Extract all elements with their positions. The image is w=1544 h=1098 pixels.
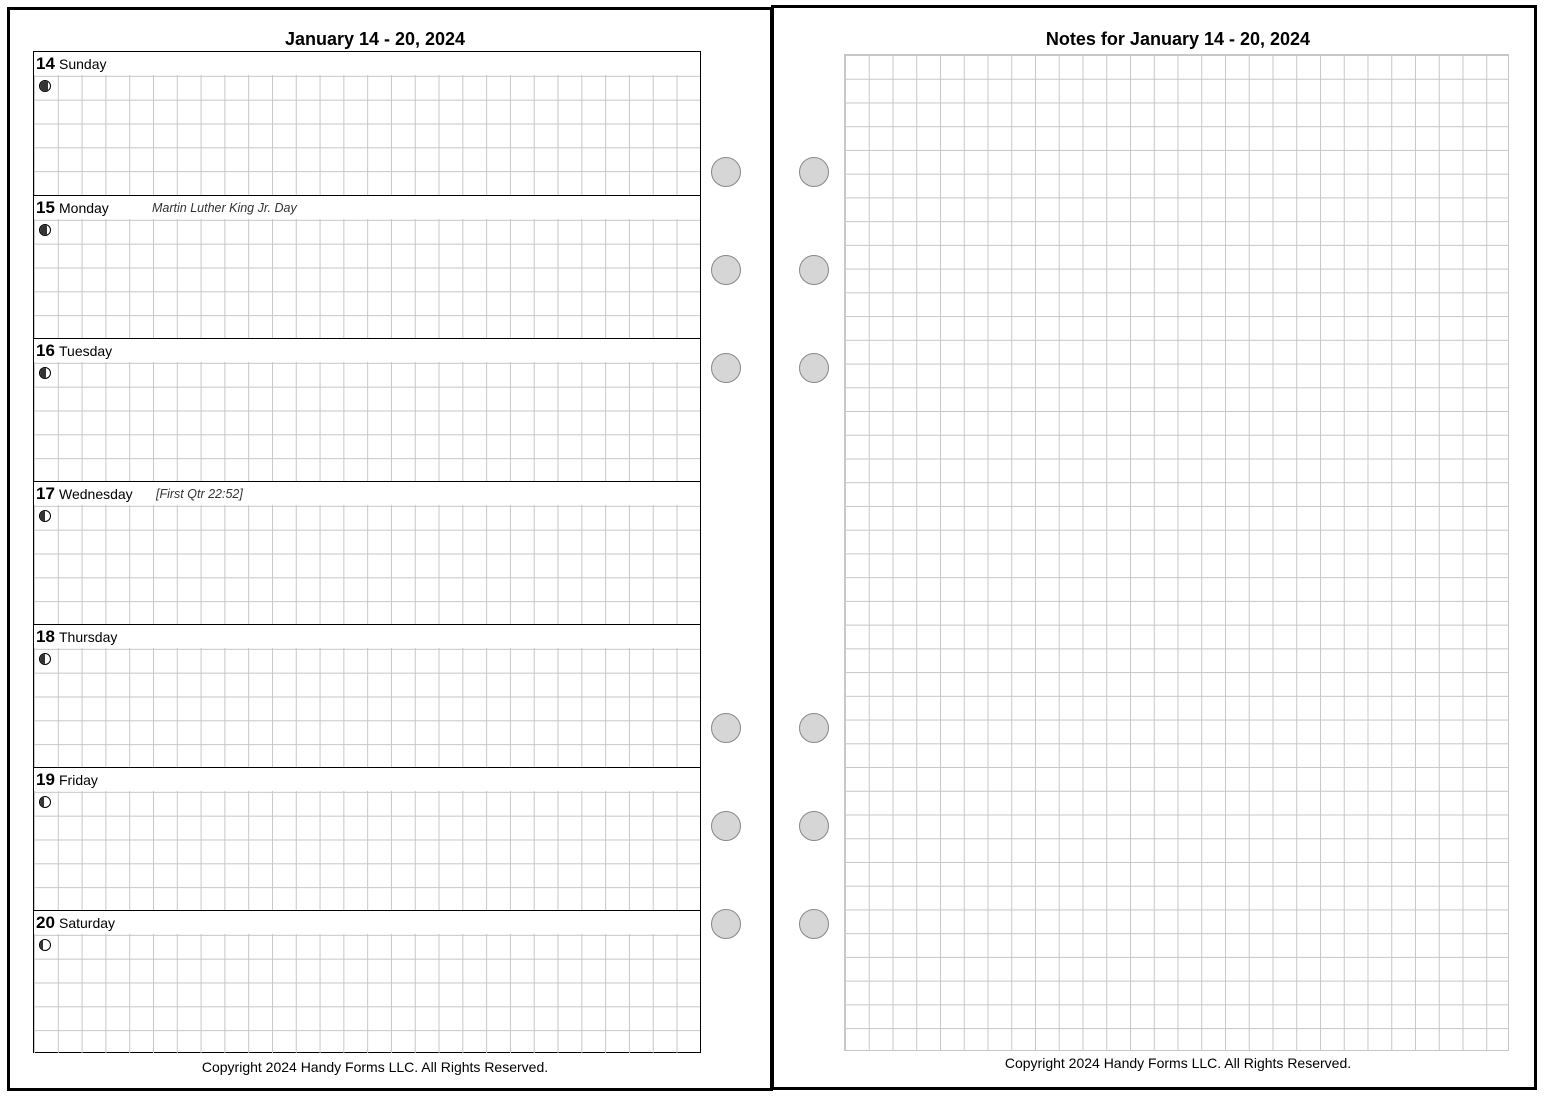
binder-hole-icon (711, 353, 741, 383)
moon-phase-icon (39, 653, 51, 665)
day-block-wednesday (34, 481, 700, 624)
page-title: Notes for January 14 - 20, 2024 (1045, 29, 1311, 49)
day-number: 15 (36, 198, 55, 217)
day-number: 16 (36, 341, 55, 360)
page-title: January 14 - 20, 2024 (284, 29, 466, 49)
binder-hole-icon (799, 909, 829, 939)
moon-phase-icon (39, 796, 51, 808)
binder-hole-icon (711, 909, 741, 939)
day-number: 20 (36, 913, 55, 932)
binder-hole-icon (711, 255, 741, 285)
moon-phase-icon (39, 367, 51, 379)
day-name: Tuesday (59, 343, 113, 359)
copyright-text: Copyright 2024 Handy Forms LLC. All Rights Reserved. (201, 1059, 549, 1075)
moon-phase-note: [First Qtr 22:52] (156, 487, 243, 501)
binder-hole-icon (799, 157, 829, 187)
day-header (34, 625, 700, 648)
day-header (34, 196, 700, 219)
binder-hole-icon (711, 811, 741, 841)
day-block-sunday (34, 52, 700, 195)
notes-page (771, 5, 1537, 1090)
notes-grid (844, 54, 1509, 1051)
day-name: Monday (59, 200, 109, 216)
day-block-tuesday (34, 338, 700, 481)
day-header (34, 768, 700, 791)
day-number: 18 (36, 627, 55, 646)
day-name: Saturday (59, 915, 116, 931)
day-number: 19 (36, 770, 55, 789)
week-planner-page (7, 7, 773, 1091)
day-block-monday (34, 195, 700, 338)
day-name: Thursday (59, 629, 118, 645)
day-block-thursday (34, 624, 700, 767)
day-name: Wednesday (59, 486, 133, 502)
day-block-saturday (34, 910, 700, 1053)
week-grid (33, 51, 701, 1053)
copyright-text: Copyright 2024 Handy Forms LLC. All Rights Reserved. (1004, 1055, 1352, 1071)
binder-hole-icon (711, 713, 741, 743)
binder-hole-icon (799, 353, 829, 383)
holiday-note: Martin Luther King Jr. Day (152, 201, 297, 215)
binder-hole-icon (711, 157, 741, 187)
binder-hole-icon (799, 255, 829, 285)
moon-phase-icon (39, 80, 51, 92)
moon-phase-icon (39, 510, 51, 522)
day-header (34, 911, 700, 934)
day-block-friday (34, 767, 700, 910)
day-header (34, 52, 700, 75)
day-name: Sunday (59, 56, 107, 72)
binder-hole-icon (799, 811, 829, 841)
day-number: 14 (36, 54, 55, 73)
day-header (34, 339, 700, 362)
day-number: 17 (36, 484, 55, 503)
binder-hole-icon (799, 713, 829, 743)
moon-phase-icon (39, 939, 51, 951)
moon-phase-icon (39, 224, 51, 236)
day-name: Friday (59, 772, 98, 788)
day-header (34, 482, 700, 505)
